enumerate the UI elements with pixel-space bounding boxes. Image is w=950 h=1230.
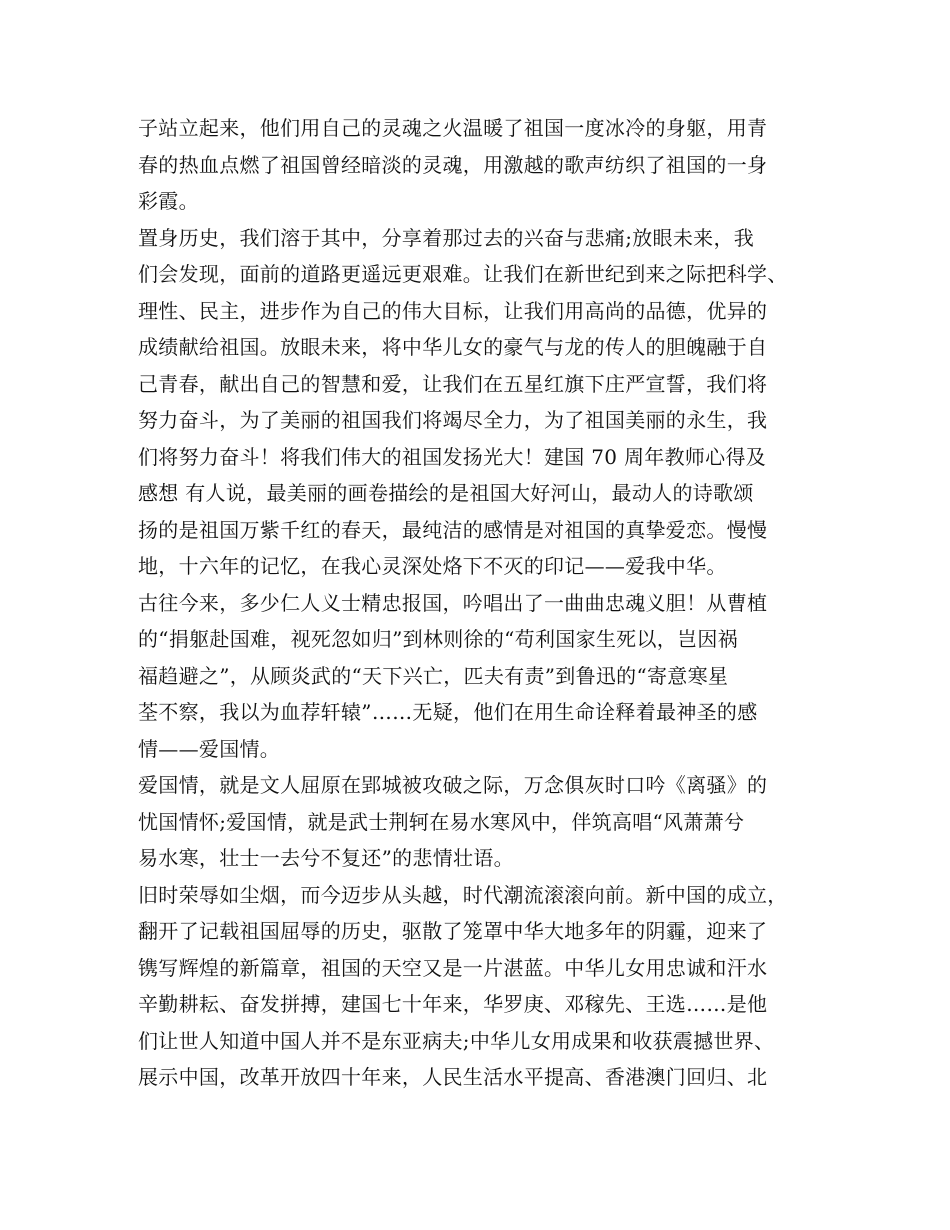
text-line: 福趋避之”，从顾炎武的“天下兴亡，匹夫有责”到鲁迅的“寄意寒星 — [138, 663, 729, 688]
text-line: 置身历史，我们溶于其中，分享着那过去的兴奋与悲痛;放眼未来，我 — [138, 225, 755, 250]
essay-body — [138, 110, 818, 1096]
text-line: 们将努力奋斗！将我们伟大的祖国发扬光大！建国 70 周年教师心得及 — [138, 444, 767, 469]
text-line: 展示中国，改革开放四十年来，人民生活水平提高、香港澳门回归、北 — [138, 1065, 768, 1089]
text-line: 易水寒，壮士一去兮不复还”的悲情壮语。 — [138, 846, 514, 870]
text-line: 扬的是祖国万紫千红的春天，最纯洁的感情是对祖国的真挚爱恋。慢慢 — [138, 517, 768, 542]
text-line: 翻开了记载祖国屈辱的历史，驱散了笼罩中华大地多年的阴霾，迎来了 — [138, 919, 768, 943]
text-line: 彩霞。 — [138, 189, 199, 213]
text-line: 旧时荣辱如尘烟，而今迈步从头越，时代潮流滚滚向前。新中国的成立， — [138, 882, 788, 907]
text-line: 子站立起来，他们用自己的灵魂之火温暖了祖国一度冰冷的身躯，用青 — [138, 116, 768, 140]
text-line: 情——爱国情。 — [138, 736, 281, 761]
text-line: 努力奋斗，为了美丽的祖国我们将竭尽全力，为了祖国美丽的永生，我 — [138, 408, 768, 432]
text-line: 古往今来，多少仁人义士精忠报国，吟唱出了一曲曲忠魂义胆！从曹植 — [138, 590, 768, 615]
text-line: 成绩献给祖国。放眼未来，将中华儿女的豪气与龙的传人的胆魄融于自 — [138, 335, 768, 359]
text-line: 们让世人知道中国人并不是东亚病夫;中华儿女用成果和收获震撼世界、 — [138, 1028, 775, 1053]
text-line: 忧国情怀;爱国情，就是武士荆轲在易水寒风中，伴筑高唱“风萧萧兮 — [138, 809, 745, 834]
text-line: 理性、民主，进步作为自己的伟大目标，让我们用高尚的品德，优异的 — [138, 298, 768, 323]
text-line: 地，十六年的记忆，在我心灵深处烙下不灭的印记——爱我中华。 — [138, 554, 727, 578]
text-line: 镌写辉煌的新篇章，祖国的天空又是一片湛蓝。中华儿女用忠诚和汗水 — [138, 955, 768, 980]
text-line: 辛勤耕耘、奋发拼搏，建国七十年来，华罗庚、邓稼先、王选……是他 — [138, 992, 768, 1016]
text-line: 己青春，献出自己的智慧和爱，让我们在五星红旗下庄严宣誓，我们将 — [138, 371, 768, 396]
text-line: 荃不察，我以为血荐轩辕”……无疑，他们在用生命诠释着最神圣的感 — [138, 700, 758, 724]
text-line: 爱国情，就是文人屈原在郢城被攻破之际，万念俱灰时口吟《离骚》的 — [138, 773, 768, 797]
text-line: 感想 有人说，最美丽的画卷描绘的是祖国大好河山，最动人的诗歌颂 — [138, 481, 754, 505]
text-line: 们会发现，面前的道路更遥远更艰难。让我们在新世纪到来之际把科学、 — [138, 262, 788, 286]
text-line: 的“捐躯赴国难，视死忽如归”到林则徐的“苟利国家生死以，岂因祸 — [138, 627, 738, 651]
text-line: 春的热血点燃了祖国曾经暗淡的灵魂，用激越的歌声纺织了祖国的一身 — [138, 152, 768, 177]
